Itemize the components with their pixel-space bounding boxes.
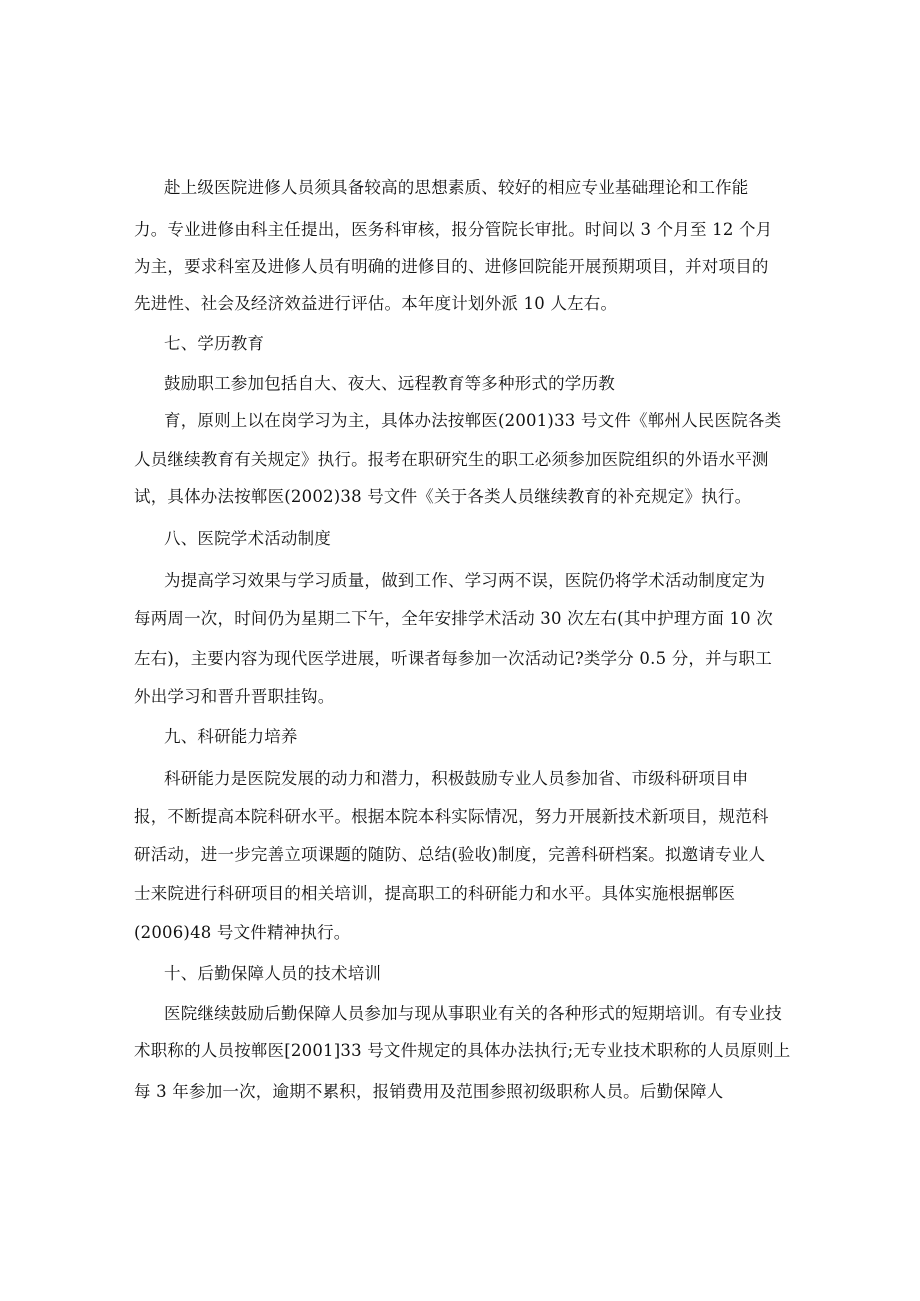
text-line: 报，不断提高本院科研水平。根据本院本科实际情况，努力开展新技术新项目，规范科 — [134, 807, 769, 826]
text-line: 术职称的人员按郸医[2001]33 号文件规定的具体办法执行;无专业技术职称的人员原则上 — [134, 1041, 791, 1060]
text-line: 育，原则上以在岗学习为主，具体办法按郸医(2001)33 号文件《郸州人民医院各类 — [164, 411, 782, 430]
text-line: 研活动，进一步完善立项课题的随防、总结(验收)制度，完善科研档案。拟邀请专业人 — [134, 845, 766, 864]
text-line: 为主，要求科室及进修人员有明确的进修目的、进修回院能开展预期项目，并对项目的 — [134, 257, 769, 276]
text-line: 士来院进行科研项目的相关培训，提高职工的科研能力和水平。具体实施根据郸医 — [134, 884, 736, 903]
text-line: (2006)48 号文件精神执行。 — [134, 923, 351, 942]
text-line: 医院继续鼓励后勤保障人员参加与现从事职业有关的各种形式的短期培训。有专业技 — [164, 1004, 782, 1023]
text-line: 每 3 年参加一次，逾期不累积，报销费用及范围参照初级职称人员。后勤保障人 — [134, 1082, 724, 1101]
section-heading-7: 七、学历教育 — [164, 334, 265, 353]
text-line: 先进性、社会及经济效益进行评估。本年度计划外派 10 人左右。 — [134, 294, 618, 313]
text-line: 赴上级医院进修人员须具备较高的思想素质、较好的相应专业基础理论和工作能 — [164, 178, 749, 197]
text-line: 人员继续教育有关规定》执行。报考在职研究生的职工必须参加医院组织的外语水平测 — [134, 450, 769, 469]
text-line: 力。专业进修由科主任提出，医务科审核，报分管院长审批。时间以 3 个月至 12 个月 — [134, 220, 773, 239]
text-line: 为提高学习效果与学习质量，做到工作、学习两不误，医院仍将学术活动制度定为 — [164, 571, 766, 590]
section-heading-10: 十、后勤保障人员的技术培训 — [164, 964, 382, 983]
text-line: 试，具体办法按郸医(2002)38 号文件《关于各类人员继续教育的补充规定》执行。 — [134, 487, 752, 506]
text-line: 左右)，主要内容为现代医学进展，听课者每参加一次活动记?类学分 0.5 分，并与职工 — [134, 649, 772, 668]
text-line: 科研能力是医院发展的动力和潜力，积极鼓励专业人员参加省、市级科研项目申 — [164, 769, 749, 788]
text-line: 鼓励职工参加包括自大、夜大、远程教育等多种形式的学历教 — [164, 374, 615, 393]
section-heading-8: 八、医院学术活动制度 — [164, 529, 331, 548]
text-line: 外出学习和晋升晋职挂钩。 — [134, 687, 335, 706]
section-heading-9: 九、科研能力培养 — [164, 727, 298, 746]
text-line: 每两周一次，时间仍为星期二下午，全年安排学术活动 30 次左右(其中护理方面 10 次 — [134, 609, 774, 628]
